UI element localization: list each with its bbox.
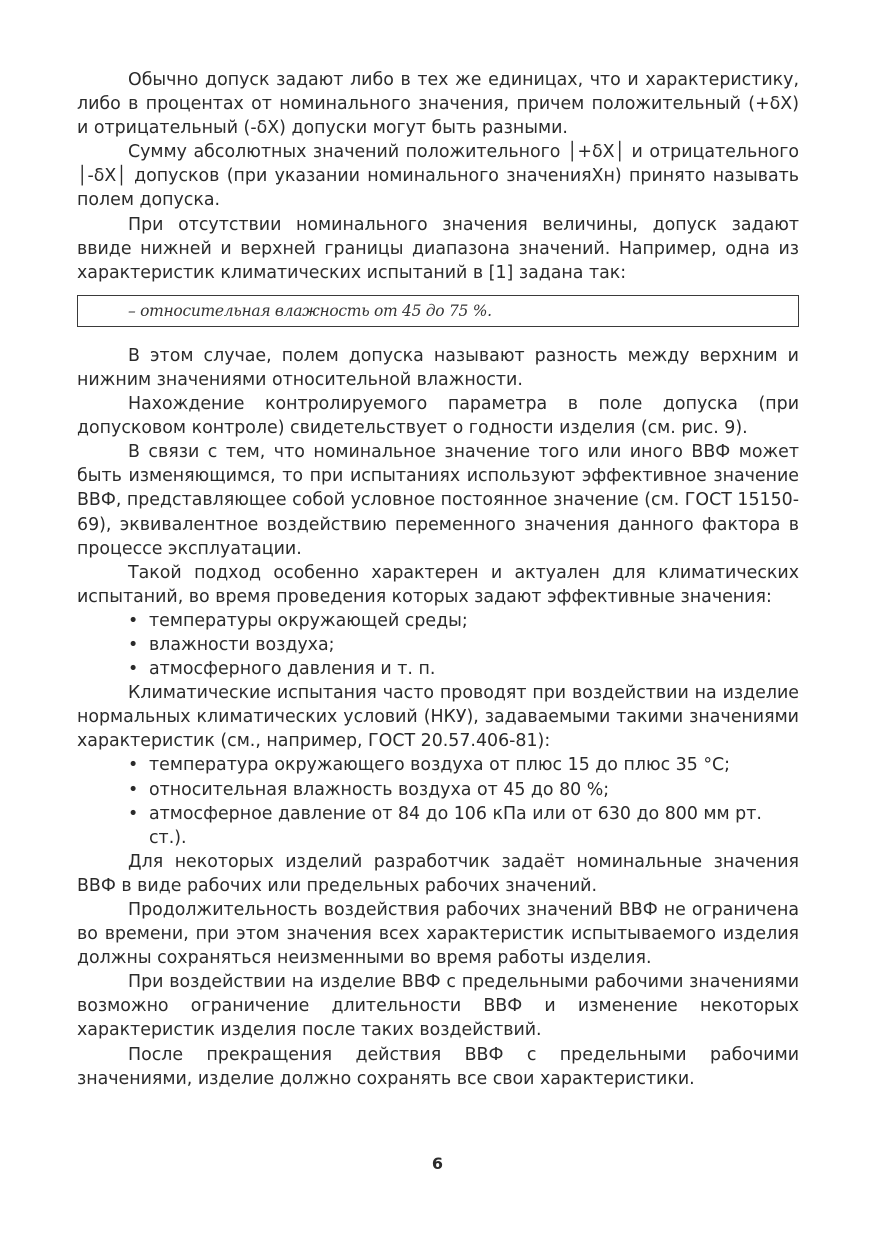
paragraph-field-definition: В этом случае, полем допуска называют разность между верхним и нижним значениями относительной влажности. <box>77 345 799 390</box>
page-number: 6 <box>431 1154 444 1173</box>
list-item: • температура окружающего воздуха от плюс 15 до плюс 35 °С; <box>128 753 799 777</box>
list-effective-values <box>77 609 799 681</box>
paragraph-effective-value: В связи с тем, что номинальное значение того или иного ВВФ может быть изменяющимся, то при испытаниях используют эффективное значение ВВФ, представляющее собой условное постоянное значение (см. ГОСТ 15150-69), эквивалентное воздействию переменного значения данного фактора в процессе эксплуатации. <box>77 442 799 559</box>
paragraph-after-exposure: После прекращения действия ВВФ с предельными рабочими значениями, изделие должно сохранять все свои характеристики. <box>77 1044 799 1089</box>
bullet-icon: • <box>128 610 139 631</box>
list-nku-values <box>77 753 799 849</box>
paragraph-no-nominal: При отсутствии номинального значения величины, допуск задают ввиде нижней и верхней границы диапазона значений. Например, одна из характеристик климатических испытаний в [1] задана так: <box>77 214 799 283</box>
list-item: • влажности воздуха; <box>128 633 799 657</box>
paragraph-tolerance-units: Обычно допуск задают либо в тех же единицах, что и характеристику, либо в процентах от номинального значения, причем положительный (+δX) и отрицательный (-δX) допуски могут быть разными. <box>77 70 799 139</box>
bullet-icon: • <box>128 755 139 776</box>
bullet-icon: • <box>128 779 139 800</box>
paragraph-working-values: Для некоторых изделий разработчик задаёт номинальные значения ВВФ в виде рабочих или предельных рабочих значений. <box>77 851 799 896</box>
page-body <box>77 68 799 1091</box>
paragraph-limit-values: При воздействии на изделие ВВФ с предельными рабочими значениями возможно ограничение длительности ВВФ и изменение некоторых характеристик изделия после таких воздействий. <box>77 972 799 1041</box>
framed-example-text: – относительная влажность от 45 до 75 %. <box>128 301 492 320</box>
paragraph-control: Нахождение контролируемого параметра в поле допуска (при допусковом контроле) свидетельствует о годности изделия (см. рис. 9). <box>77 394 799 439</box>
paragraph-nku: Климатические испытания часто проводят при воздействии на изделие нормальных климатических условий (НКУ), задаваемыми такими значениями характеристик (см., например, ГОСТ 20.57.406-81): <box>77 683 799 752</box>
bullet-icon: • <box>128 634 139 655</box>
paragraph-tolerance-field: Сумму абсолютных значений положительного │+δX│ и отрицательного │-δX│ допусков (при указании номинального значенияXн) принято называть полем допуска. <box>77 142 799 211</box>
list-item: • атмосферного давления и т. п. <box>128 657 799 681</box>
list-item: • атмосферное давление от 84 до 106 кПа или от 630 до 800 мм рт. ст.). <box>128 803 762 848</box>
list-item: • относительная влажность воздуха от 45 до 80 %; <box>128 778 799 802</box>
bullet-icon: • <box>128 803 139 824</box>
bullet-icon: • <box>128 659 139 680</box>
framed-example <box>77 295 799 327</box>
list-item: • температуры окружающей среды; <box>128 609 799 633</box>
paragraph-duration: Продолжительность воздействия рабочих значений ВВФ не ограничена во времени, при этом значения всех характеристик испытываемого изделия должны сохраняться неизменными во время работы изделия. <box>77 900 799 969</box>
paragraph-climatic-approach: Такой подход особенно характерен и актуален для климатических испытаний, во время проведения которых задают эффективные значения: <box>77 562 799 607</box>
